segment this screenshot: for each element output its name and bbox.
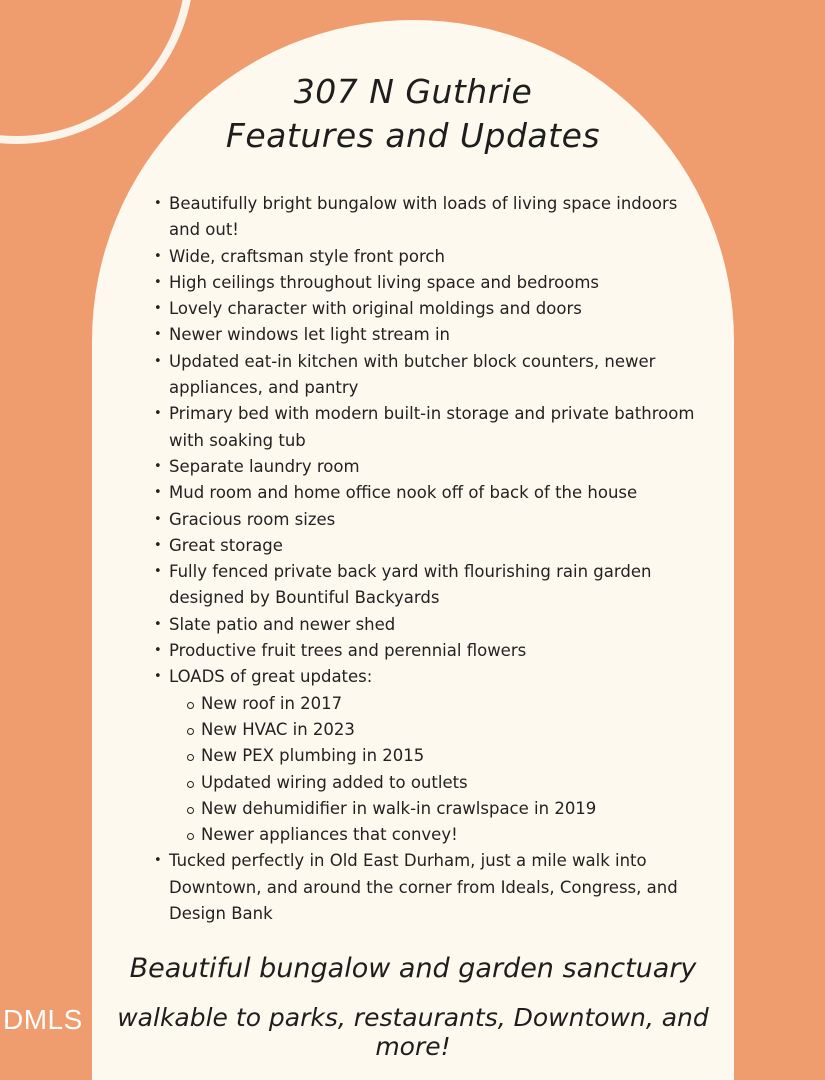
list-item-updates bbox=[169, 664, 709, 848]
list-item: • Wide, craftsman style front porch bbox=[169, 244, 709, 270]
list-item: • Updated eat-in kitchen with butcher block counters, newer appliances, and pantry bbox=[169, 349, 709, 402]
feature-list bbox=[169, 191, 709, 927]
page-title-subtitle: Features and Updates bbox=[225, 116, 601, 155]
list-item: • Beautifully bright bungalow with loads of living space indoors and out! bbox=[169, 191, 709, 244]
list-item: • Mud room and home office nook off of back of the house bbox=[169, 480, 709, 506]
list-item: • High ceilings throughout living space and bedrooms bbox=[169, 270, 709, 296]
sublist-item: Updated wiring added to outlets bbox=[201, 770, 709, 796]
list-item: • Lovely character with original moldings and doors bbox=[169, 296, 709, 322]
list-item: • Slate patio and newer shed bbox=[169, 612, 709, 638]
tagline-line-1: Beautiful bungalow and garden sanctuary bbox=[129, 953, 697, 984]
updates-heading: LOADS of great updates: bbox=[169, 667, 373, 687]
watermark-label: DMLS bbox=[3, 1004, 83, 1035]
sublist-item: New roof in 2017 bbox=[201, 691, 709, 717]
updates-sublist bbox=[169, 691, 709, 849]
sublist-item: New dehumidifier in walk-in crawlspace in 2019 bbox=[201, 796, 709, 822]
list-item: • Primary bed with modern built-in storage and private bathroom with soaking tub bbox=[169, 401, 709, 454]
list-item: • Great storage bbox=[169, 533, 709, 559]
sublist-item: New HVAC in 2023 bbox=[201, 717, 709, 743]
sublist-item: Newer appliances that convey! bbox=[201, 822, 709, 848]
list-item-location: • Tucked perfectly in Old East Durham, just a mile walk into Downtown, and around the corner from Ideals, Congress, and Design Bank bbox=[169, 848, 709, 927]
list-item: • Productive fruit trees and perennial flowers bbox=[169, 638, 709, 664]
list-item: • Fully fenced private back yard with flourishing rain garden designed by Bountiful Backyards bbox=[169, 559, 709, 612]
list-item: • Separate laundry room bbox=[169, 454, 709, 480]
list-item: • Newer windows let light stream in bbox=[169, 322, 709, 348]
tagline-line-2: walkable to parks, restaurants, Downtown, and more! bbox=[117, 1003, 709, 1061]
page-title-address: 307 N Guthrie bbox=[293, 72, 533, 111]
list-item: • Gracious room sizes bbox=[169, 507, 709, 533]
sublist-item: New PEX plumbing in 2015 bbox=[201, 743, 709, 769]
